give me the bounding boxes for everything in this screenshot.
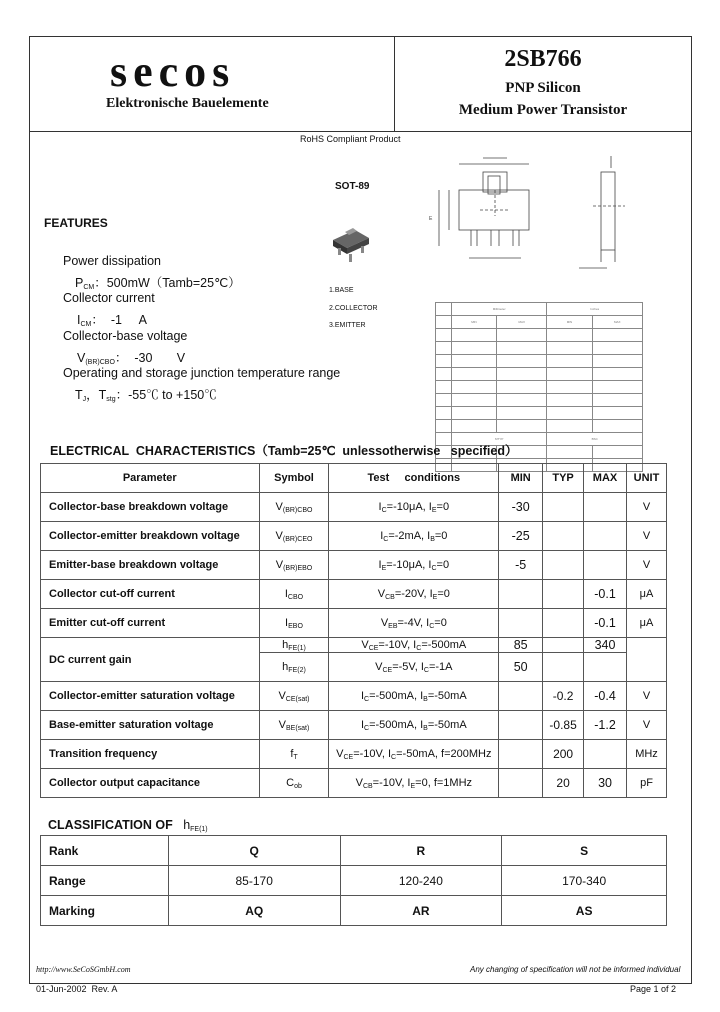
typ-value [543,522,584,551]
symbol-cell [259,711,329,740]
typ-value [543,638,584,653]
condition-cell [329,493,499,522]
secos-logo: secos [110,47,236,96]
typ-value [543,551,584,580]
table-row [41,551,667,580]
temp-subscript-stg: stg [106,396,116,403]
classification-value: AR [340,896,502,926]
dim-unit: MIN [451,316,496,329]
footer-url: http://www.SeCoSGmbH.com [36,965,131,974]
part-description: Medium Power Transistor [458,102,628,118]
electrical-body [41,493,667,798]
cond-text: =-10V, I [353,747,392,760]
dim-cell [592,368,642,381]
dim-cell [436,381,452,394]
condition-cell [329,609,499,638]
dim-cell [592,407,642,420]
electrical-table [40,463,667,798]
cond-subscript: B [430,535,435,543]
min-value [499,580,543,609]
cond-subscript: B [423,724,428,732]
condition-cell [329,682,499,711]
unit-value: V [627,711,667,740]
dim-cell [592,381,642,394]
part-type: PNP Silicon [505,80,581,96]
max-value [584,551,627,580]
typ-value: -0.85 [543,711,584,740]
unit-value: V [627,682,667,711]
cond-symbol: V [336,747,344,760]
classification-row [41,866,667,896]
temp-rating: ：-55℃ to +150℃ [115,388,217,402]
electrical-header-row [41,464,667,493]
cond-symbol: V [375,660,383,673]
symbol-letter: h [282,638,289,651]
cond-symbol: V [380,616,389,629]
unit-value [627,638,667,682]
classification-row [41,896,667,926]
cond-text: =-10V, I [372,776,411,789]
dim-cell [451,329,496,342]
symbol-letter: V [278,689,286,702]
dim-cell [496,342,546,355]
condition-cell [329,522,499,551]
dim-cell [436,355,452,368]
dim-cell [436,368,452,381]
dim-cell [592,329,642,342]
package-3d-icon [325,222,373,264]
classification-row [41,836,667,866]
classification-label: Range [41,866,169,896]
feature-voltage-value [77,348,185,366]
classification-title: CLASSIFICATION OF [48,818,173,832]
unit-value: μA [627,580,667,609]
temp-symbol: T [75,388,83,402]
classification-label: Marking [41,896,169,926]
symbol-letter: I [284,587,288,600]
cond-subscript: EB [388,622,398,630]
typ-value [543,609,584,638]
cond-end: =0 [436,558,450,571]
cond-symbol: I [378,558,382,571]
table-row [41,711,667,740]
current-subscript: CM [80,321,92,328]
dim-cell [547,342,592,355]
col-unit: UNIT [627,464,667,493]
cond-subscript: C [364,724,370,732]
cond-subscript: C [429,622,435,630]
cond-text: =-4V, I [397,616,430,629]
power-rating: ：500mW（Tamb=25℃） [94,276,241,290]
unit-value: μA [627,609,667,638]
table-row [41,580,667,609]
min-value [499,740,543,769]
current-rating: ： -1 A [91,313,147,327]
dim-header-symbol [436,303,452,316]
classification-heading [48,818,208,833]
typ-value: 20 [543,769,584,798]
dim-cell [451,342,496,355]
cond-symbol: I [380,529,384,542]
dim-cell [436,394,452,407]
dim-cell [451,381,496,394]
min-value [499,711,543,740]
symbol-letter: V [275,500,283,513]
symbol-subscript: BE(sat) [285,724,310,732]
symbol-cell [259,580,329,609]
dim-cell [547,420,592,433]
condition-cell [329,740,499,769]
table-row [41,769,667,798]
cond-end: =-50mA, f=200MHz [396,747,492,760]
dim-cell [436,420,452,433]
typ-value [543,580,584,609]
cond-text: =-500mA, I [369,718,424,731]
classification-value: R [340,836,502,866]
dim-cell [547,368,592,381]
dim-cell [436,407,452,420]
feature-temp-value [75,385,217,403]
pin-collector-label: 2.COLLECTOR [329,305,378,312]
min-value [499,769,543,798]
dim-cell [496,394,546,407]
table-row [41,682,667,711]
cond-text: =-5V, I [392,660,424,673]
min-value: 85 [499,638,543,653]
classification-value: S [502,836,667,866]
dim-cell [451,368,496,381]
cond-subscript: E [381,564,387,572]
max-value [584,740,627,769]
col-symbol: Symbol [259,464,329,493]
symbol-subscript: CE(sat) [285,695,310,703]
feature-temp-label: Operating and storage junction temperature range [63,366,341,380]
param-name: Base-emitter saturation voltage [41,711,260,740]
symbol-cell [259,682,329,711]
col-typ: TYP [543,464,584,493]
part-number: 2SB766 [504,46,582,72]
dim-cell [547,381,592,394]
min-value: -30 [499,493,543,522]
symbol-subscript: CBO [287,593,304,601]
table-row [41,493,667,522]
symbol-cell [259,638,329,653]
cond-end: =-1A [428,660,453,673]
unit-value: V [627,551,667,580]
typ-value: -0.2 [543,682,584,711]
max-value: -0.1 [584,609,627,638]
rohs-note: RoHS Compliant Product [300,134,401,144]
power-symbol: P [75,276,84,290]
unit-value: V [627,493,667,522]
table-row [41,609,667,638]
company-name: Elektronische Bauelemente [106,96,269,111]
voltage-subscript: (BR)CBO [85,359,115,366]
dim-cell [496,368,546,381]
classification-value: AS [502,896,667,926]
cond-text: =-10μA, I [386,500,432,513]
cond-subscript: B [423,695,428,703]
param-name: Collector-emitter breakdown voltage [41,522,260,551]
param-name: DC current gain [41,638,260,682]
param-name: Collector cut-off current [41,580,260,609]
cond-subscript: C [381,506,387,514]
param-name: Collector-emitter saturation voltage [41,682,260,711]
param-name: Collector-base breakdown voltage [41,493,260,522]
dim-cell [451,407,496,420]
param-name: Emitter cut-off current [41,609,260,638]
max-value [584,653,627,682]
pin-emitter-label: 3.EMITTER [329,322,366,329]
cond-subscript: E [431,506,437,514]
cond-symbol: I [360,689,364,702]
min-value: 50 [499,653,543,682]
dim-unit: MAX [592,316,642,329]
max-value: 340 [584,638,627,653]
feature-current-label: Collector current [63,291,155,305]
classification-table [40,835,667,926]
cond-text: =-10V, I [378,638,417,651]
table-row [41,522,667,551]
feature-voltage-label: Collector-base voltage [63,329,188,343]
cond-end: =-50mA [427,718,467,731]
symbol-cell [259,653,329,682]
hfe-subscript: FE(1) [190,826,208,833]
footer-date: 01-Jun-2002 Rev. A [36,984,118,994]
cond-subscript: CE [382,666,393,674]
dim-cell [451,394,496,407]
svg-text:E: E [429,216,433,222]
min-value: -5 [499,551,543,580]
dim-cell [547,394,592,407]
condition-cell [329,769,499,798]
voltage-symbol: V [77,351,86,365]
cond-end: =0 [437,587,450,600]
dim-cell [547,329,592,342]
dim-cell [592,446,642,459]
cond-end: =0 [436,500,450,513]
feature-power-value [75,273,241,291]
classification-value: Q [168,836,340,866]
param-name: Emitter-base breakdown voltage [41,551,260,580]
condition-cell [329,638,499,653]
symbol-cell [259,493,329,522]
dim-cell [496,329,546,342]
condition-cell [329,580,499,609]
temp-subscript-j: J [82,396,87,403]
footer-notice: Any changing of specification will not be informed individual [470,965,681,974]
dim-cell [547,355,592,368]
electrical-heading: ELECTRICAL CHARACTERISTICS（Tamb=25℃ unlessotherwise specified） [50,444,518,458]
max-value [584,493,627,522]
condition-cell [329,653,499,682]
dim-note-in: BSC [547,433,643,446]
unit-value: pF [627,769,667,798]
max-value: -0.4 [584,682,627,711]
cond-symbol: I [360,718,364,731]
dim-cell [547,446,592,459]
dim-cell [496,355,546,368]
symbol-letter: h [282,660,289,673]
symbol-letter: f [290,747,294,760]
feature-current-value [77,310,147,328]
features-heading: FEATURES [44,216,108,230]
cond-symbol: I [378,500,382,513]
symbol-subscript: (BR)EBO [283,564,313,572]
condition-cell [329,551,499,580]
cond-end: =0 [434,616,447,629]
hfe-symbol: h [183,818,191,832]
typ-value [543,653,584,682]
symbol-cell [259,769,329,798]
symbol-subscript: FE(1) [288,644,306,652]
cond-subscript: C [416,644,422,652]
max-value: 30 [584,769,627,798]
symbol-subscript: T [293,753,298,761]
symbol-cell [259,609,329,638]
cond-subscript: C [364,695,370,703]
voltage-rating: ： -30 V [114,351,186,365]
symbol-subscript: ob [294,782,302,790]
cond-subscript: C [423,666,429,674]
cond-end: =0 [434,529,448,542]
typ-value [543,493,584,522]
param-name: Collector output capacitance [41,769,260,798]
symbol-cell [259,551,329,580]
current-symbol: I [77,313,81,327]
symbol-cell [259,522,329,551]
col-min: MIN [499,464,543,493]
condition-cell [329,711,499,740]
col-max: MAX [584,464,627,493]
cond-end: =-50mA [427,689,467,702]
cond-text: =-500mA, I [369,689,424,702]
dim-cell [592,342,642,355]
dim-cell [592,394,642,407]
dim-cell [451,355,496,368]
feature-power-label: Power dissipation [63,254,161,268]
table-row [41,638,667,653]
dim-cell [592,420,642,433]
cond-text: =-10μA, I [386,558,432,571]
cond-text: =-20V, I [394,587,433,600]
min-value [499,682,543,711]
cond-subscript: CE [343,753,354,761]
dim-cell [436,316,452,329]
cond-subscript: C [391,753,397,761]
max-value: -0.1 [584,580,627,609]
package-outline-drawing [425,150,635,280]
min-value: -25 [499,522,543,551]
unit-value: V [627,522,667,551]
cond-subscript: CB [385,593,395,601]
package-name: SOT-89 [335,181,370,192]
cond-symbol: V [377,587,386,600]
cond-text: =-2mA, I [388,529,431,542]
col-parameter: Parameter [41,464,260,493]
power-subscript: CM [83,284,95,291]
dim-cell [451,420,496,433]
temp-separator: ，T [86,388,107,402]
cond-subscript: CB [362,782,373,790]
classification-value: 170-340 [502,866,667,896]
cond-subscript: E [410,782,416,790]
max-value: -1.2 [584,711,627,740]
dim-note-mm: MTYP [451,433,547,446]
symbol-letter: V [275,529,283,542]
symbol-letter: I [285,616,289,629]
dim-cell [547,407,592,420]
typ-value: 200 [543,740,584,769]
cond-end: =0, f=1MHz [415,776,473,789]
classification-value: AQ [168,896,340,926]
symbol-letter: V [278,718,286,731]
dim-unit: MIN [547,316,592,329]
dim-cell [592,355,642,368]
dim-cell [436,342,452,355]
symbol-subscript: FE(2) [288,666,306,674]
max-value [584,522,627,551]
cond-symbol: V [361,638,369,651]
classification-value: 120-240 [340,866,502,896]
unit-value: MHz [627,740,667,769]
cond-subscript: C [431,564,437,572]
param-name: Transition frequency [41,740,260,769]
dim-cell [436,329,452,342]
symbol-letter: V [275,558,284,571]
table-row [41,740,667,769]
min-value [499,609,543,638]
symbol-subscript: (BR)CEO [282,535,313,543]
classification-value: 85-170 [168,866,340,896]
cond-subscript: E [432,593,438,601]
symbol-cell [259,740,329,769]
header-bottom-rule [29,131,691,132]
symbol-subscript: (BR)CBO [282,506,313,514]
footer-page: Page 1 of 2 [630,984,677,994]
dim-cell [496,407,546,420]
symbol-letter: C [286,776,295,789]
dim-header-mm: Millimeter [451,303,547,316]
col-test-conditions: Test conditions [329,464,499,493]
cond-subscript: C [383,535,389,543]
dim-unit: MAX [496,316,546,329]
classification-label: Rank [41,836,169,866]
cond-symbol: V [355,776,363,789]
dim-header-in: Inches [547,303,643,316]
symbol-subscript: EBO [288,622,303,630]
cond-end: =-500mA [421,638,467,651]
dim-cell [496,381,546,394]
dim-cell [496,420,546,433]
cond-subscript: CE [368,644,379,652]
pin-base-label: 1.BASE [329,287,354,294]
classification-body [41,836,667,926]
